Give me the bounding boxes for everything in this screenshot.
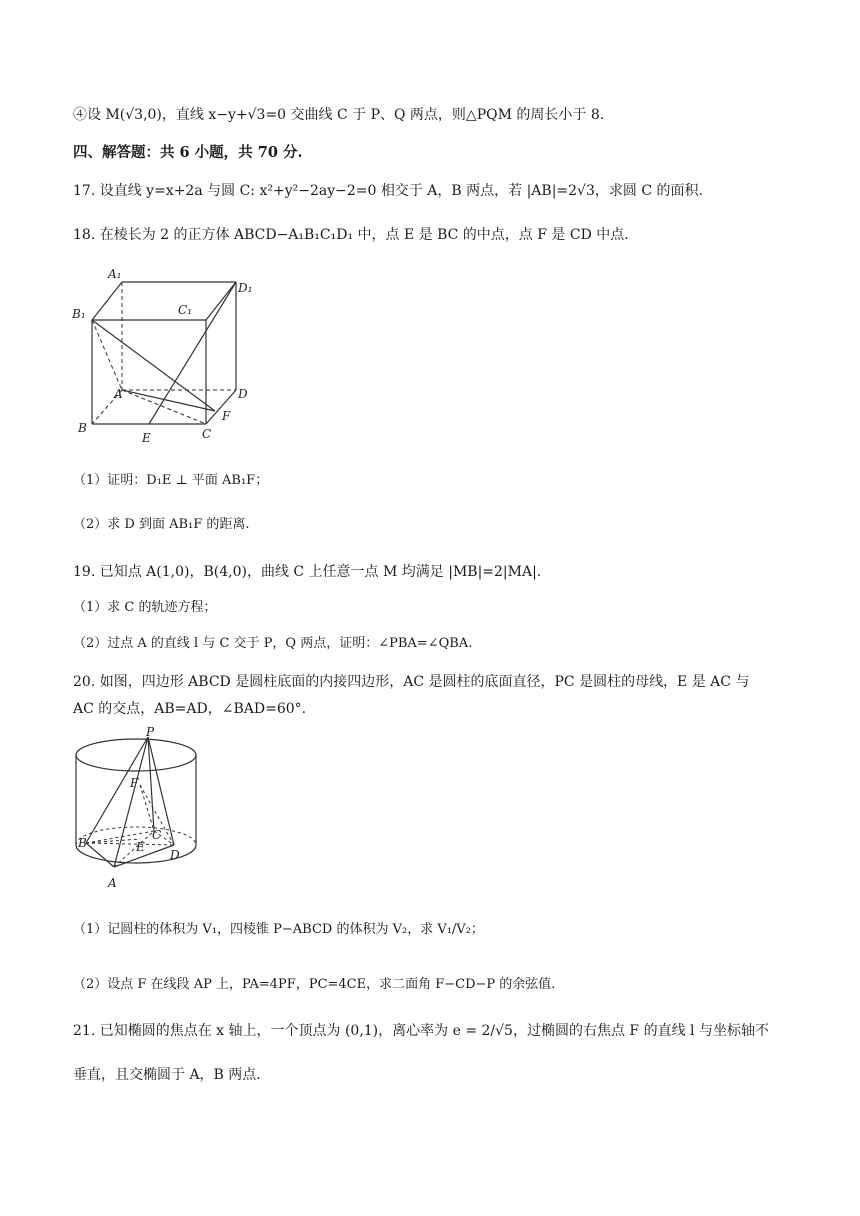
cube-label-c: C — [202, 427, 212, 441]
cylinder-figure — [70, 727, 220, 897]
cube-label-e: E — [142, 431, 151, 445]
question-20-part-2: （2）设点 F 在线段 AP 上，PA=4PF，PC=4CE，求二面角 F−CD−P 的余弦值. — [73, 977, 556, 992]
question-18-part-1: （1）证明：D₁E ⊥ 平面 AB₁F； — [73, 473, 269, 488]
cube-label-d1: D₁ — [238, 281, 253, 295]
cube-label-d: D — [238, 387, 248, 401]
cylinder-label-b: B — [78, 836, 87, 850]
question-19-part-1: （1）求 C 的轨迹方程； — [73, 600, 217, 615]
question-21-line-1: 21. 已知椭圆的焦点在 x 轴上，一个顶点为 (0,1)，离心率为 e = 2/√5，过椭圆的右焦点 F 的直线 l 与坐标轴不 — [73, 1023, 769, 1039]
cylinder-label-d: D — [170, 848, 180, 862]
question-20-line-1: 20. 如图，四边形 ABCD 是圆柱底面的内接四边形，AC 是圆柱的底面直径，PC 是圆柱的母线，E 是 AC 与 — [73, 674, 750, 690]
cube-label-a1: A₁ — [108, 267, 122, 281]
question-21-line-2: 垂直，且交椭圆于 A，B 两点. — [73, 1067, 261, 1083]
cylinder-label-a: A — [108, 876, 117, 890]
question-19: 19. 已知点 A(1,0)，B(4,0)，曲线 C 上任意一点 M 均满足 |MB|=2|MA|. — [73, 564, 542, 580]
section-heading: 四、解答题：共 6 小题，共 70 分. — [73, 144, 303, 161]
cylinder-label-f: F — [130, 776, 139, 790]
question-18: 18. 在棱长为 2 的正方体 ABCD−A₁B₁C₁D₁ 中，点 E 是 BC 的中点，点 F 是 CD 中点. — [73, 227, 629, 243]
q16-statement-4: ④设 M(√3,0)，直线 x−y+√3=0 交曲线 C 于 P、Q 两点，则△PQM 的周长小于 8. — [73, 107, 605, 123]
question-19-part-2: （2）过点 A 的直线 l 与 C 交于 P，Q 两点，证明：∠PBA=∠QBA. — [73, 636, 473, 651]
cylinder-label-e: E — [136, 840, 145, 854]
question-17: 17. 设直线 y=x+2a 与圆 C: x²+y²−2ay−2=0 相交于 A，B 两点，若 |AB|=2√3，求圆 C 的面积. — [73, 183, 703, 199]
question-20-part-1: （1）记圆柱的体积为 V₁，四棱锥 P−ABCD 的体积为 V₂，求 V₁/V₂； — [73, 922, 484, 937]
question-20-line-2: AC 的交点，AB=AD，∠BAD=60°. — [73, 701, 307, 717]
cube-figure — [70, 262, 270, 452]
cube-label-a: A — [114, 387, 123, 401]
cylinder-label-p: P — [146, 727, 155, 739]
cube-label-f: F — [222, 409, 231, 423]
question-18-part-2: （2）求 D 到面 AB₁F 的距离. — [73, 517, 250, 532]
cylinder-label-c: C — [152, 828, 162, 842]
cube-label-c1: C₁ — [178, 303, 192, 317]
cube-label-b: B — [78, 421, 87, 435]
cube-label-b1: B₁ — [72, 307, 86, 321]
